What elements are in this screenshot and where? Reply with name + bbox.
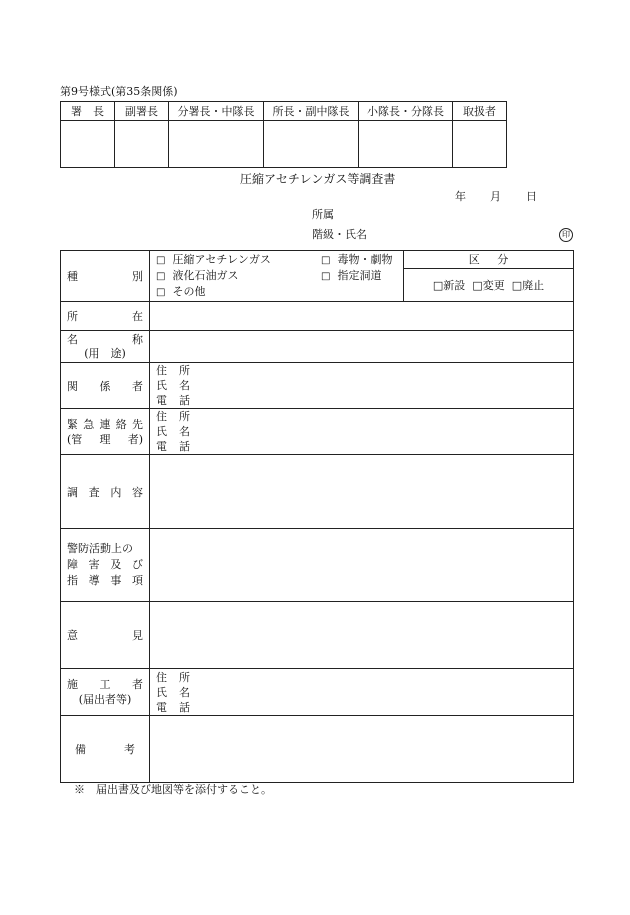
emergency-contact-label: 緊 急 連 絡 先 (管 理 者) [61, 409, 150, 455]
stamp-header-handler: 取扱者 [453, 102, 507, 121]
date-day-label: 日 [526, 190, 537, 203]
stamp-box-branch-chief[interactable] [169, 121, 264, 168]
stamp-header-platoon-chief: 小隊長・分隊長 [359, 102, 453, 121]
emergency-contact-field[interactable]: 住 所 氏 名 電 話 [150, 409, 574, 455]
remarks-field[interactable] [150, 716, 574, 783]
date-month-label: 月 [490, 190, 501, 203]
attachment-note: ※ 届出書及び地図等を添付すること。 [74, 783, 272, 796]
page-title: 圧縮アセチレンガス等調査書 [240, 172, 396, 186]
type-options [150, 251, 404, 302]
rank-name-label: 階級・氏名 [312, 228, 367, 241]
opinion-label: 意 見 [61, 602, 150, 669]
name-label: 名 称 (用 途) [61, 331, 150, 363]
classification-new[interactable]: □新設 [432, 278, 466, 292]
classification-options [404, 268, 574, 301]
party-field[interactable]: 住 所 氏 名 電 話 [150, 363, 574, 409]
investigation-label: 調 査 内 容 [61, 455, 150, 529]
location-label: 所 在 [61, 302, 150, 331]
stamp-header-deputy-chief: 副署長 [115, 102, 169, 121]
approval-stamp-table [60, 101, 507, 168]
stamp-box-deputy-chief[interactable] [115, 121, 169, 168]
option-other[interactable]: □ その他 [156, 285, 206, 298]
option-acetylene[interactable]: □ 圧縮アセチレンガス [156, 253, 271, 266]
stamp-box-platoon-chief[interactable] [359, 121, 453, 168]
option-poison[interactable]: □ 毒物・劇物 [321, 253, 393, 266]
remarks-label: 備 考 [61, 716, 150, 783]
opinion-field[interactable] [150, 602, 574, 669]
classification-abolish[interactable]: □廃止 [511, 278, 545, 292]
checkbox-icon: □ [156, 255, 166, 266]
classification-header: 区 分 [404, 251, 574, 269]
option-designated-cave[interactable]: □ 指定洞道 [321, 269, 382, 282]
guidance-field[interactable] [150, 529, 574, 602]
classification-change[interactable]: □変更 [472, 278, 505, 292]
party-label: 関 係 者 [61, 363, 150, 409]
survey-form-table [60, 250, 574, 783]
stamp-box-handler[interactable] [453, 121, 507, 168]
contractor-label: 施 工 者 (届出者等) [61, 669, 150, 716]
location-field[interactable] [150, 302, 574, 331]
checkbox-icon: □ [321, 271, 331, 282]
stamp-header-branch-chief: 分署長・中隊長 [169, 102, 264, 121]
stamp-box-chief[interactable] [61, 121, 115, 168]
date-year-label: 年 [455, 190, 466, 203]
name-field[interactable] [150, 331, 574, 363]
seal-mark-icon: 印 [559, 228, 573, 242]
contractor-field[interactable]: 住 所 氏 名 電 話 [150, 669, 574, 716]
type-label: 種 別 [61, 251, 150, 302]
checkbox-icon: □ [156, 287, 166, 298]
stamp-header-chief: 署 長 [61, 102, 115, 121]
checkbox-icon: □ [321, 255, 331, 266]
investigation-field[interactable] [150, 455, 574, 529]
option-lpg[interactable]: □ 液化石油ガス [156, 269, 239, 282]
checkbox-icon: □ [156, 271, 166, 282]
stamp-header-station-chief: 所長・副中隊長 [264, 102, 359, 121]
guidance-label: 警防活動上の 障 害 及 び 指 導 事 項 [61, 529, 150, 602]
affiliation-label: 所属 [312, 208, 334, 221]
stamp-box-station-chief[interactable] [264, 121, 359, 168]
form-number: 第9号様式(第35条関係) [60, 85, 178, 98]
